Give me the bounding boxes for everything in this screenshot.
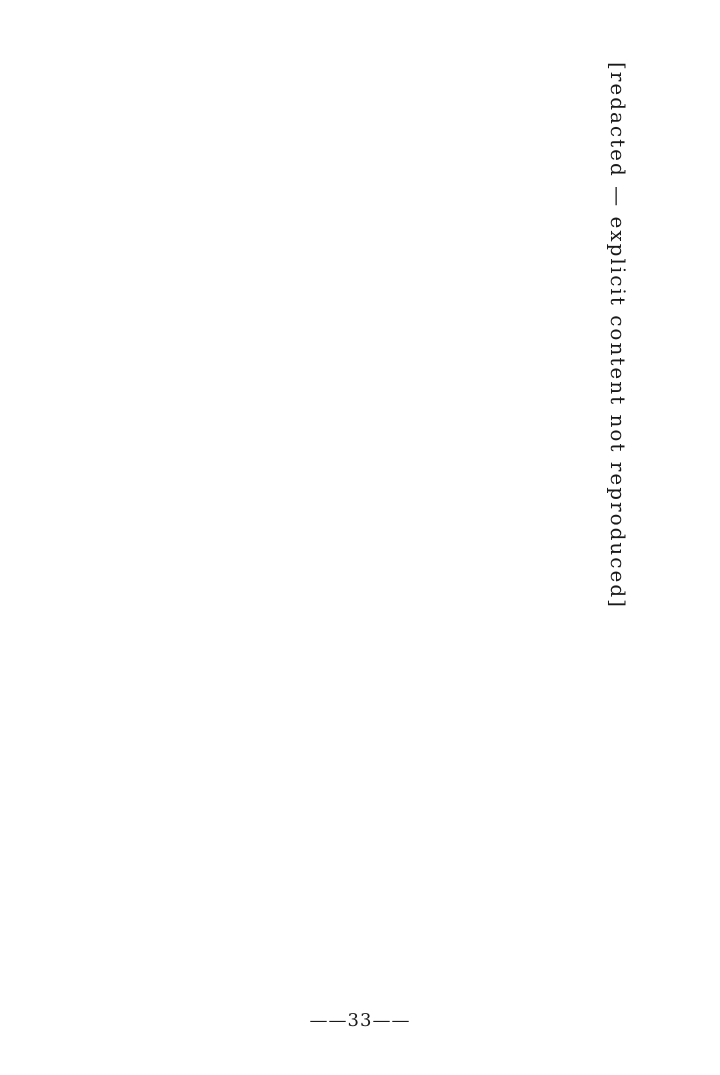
text-column-placeholder: [redacted — explicit content not reproduced]	[606, 62, 630, 609]
page-number: ——33——	[309, 1010, 411, 1031]
vertical-text-body	[112, 62, 632, 962]
